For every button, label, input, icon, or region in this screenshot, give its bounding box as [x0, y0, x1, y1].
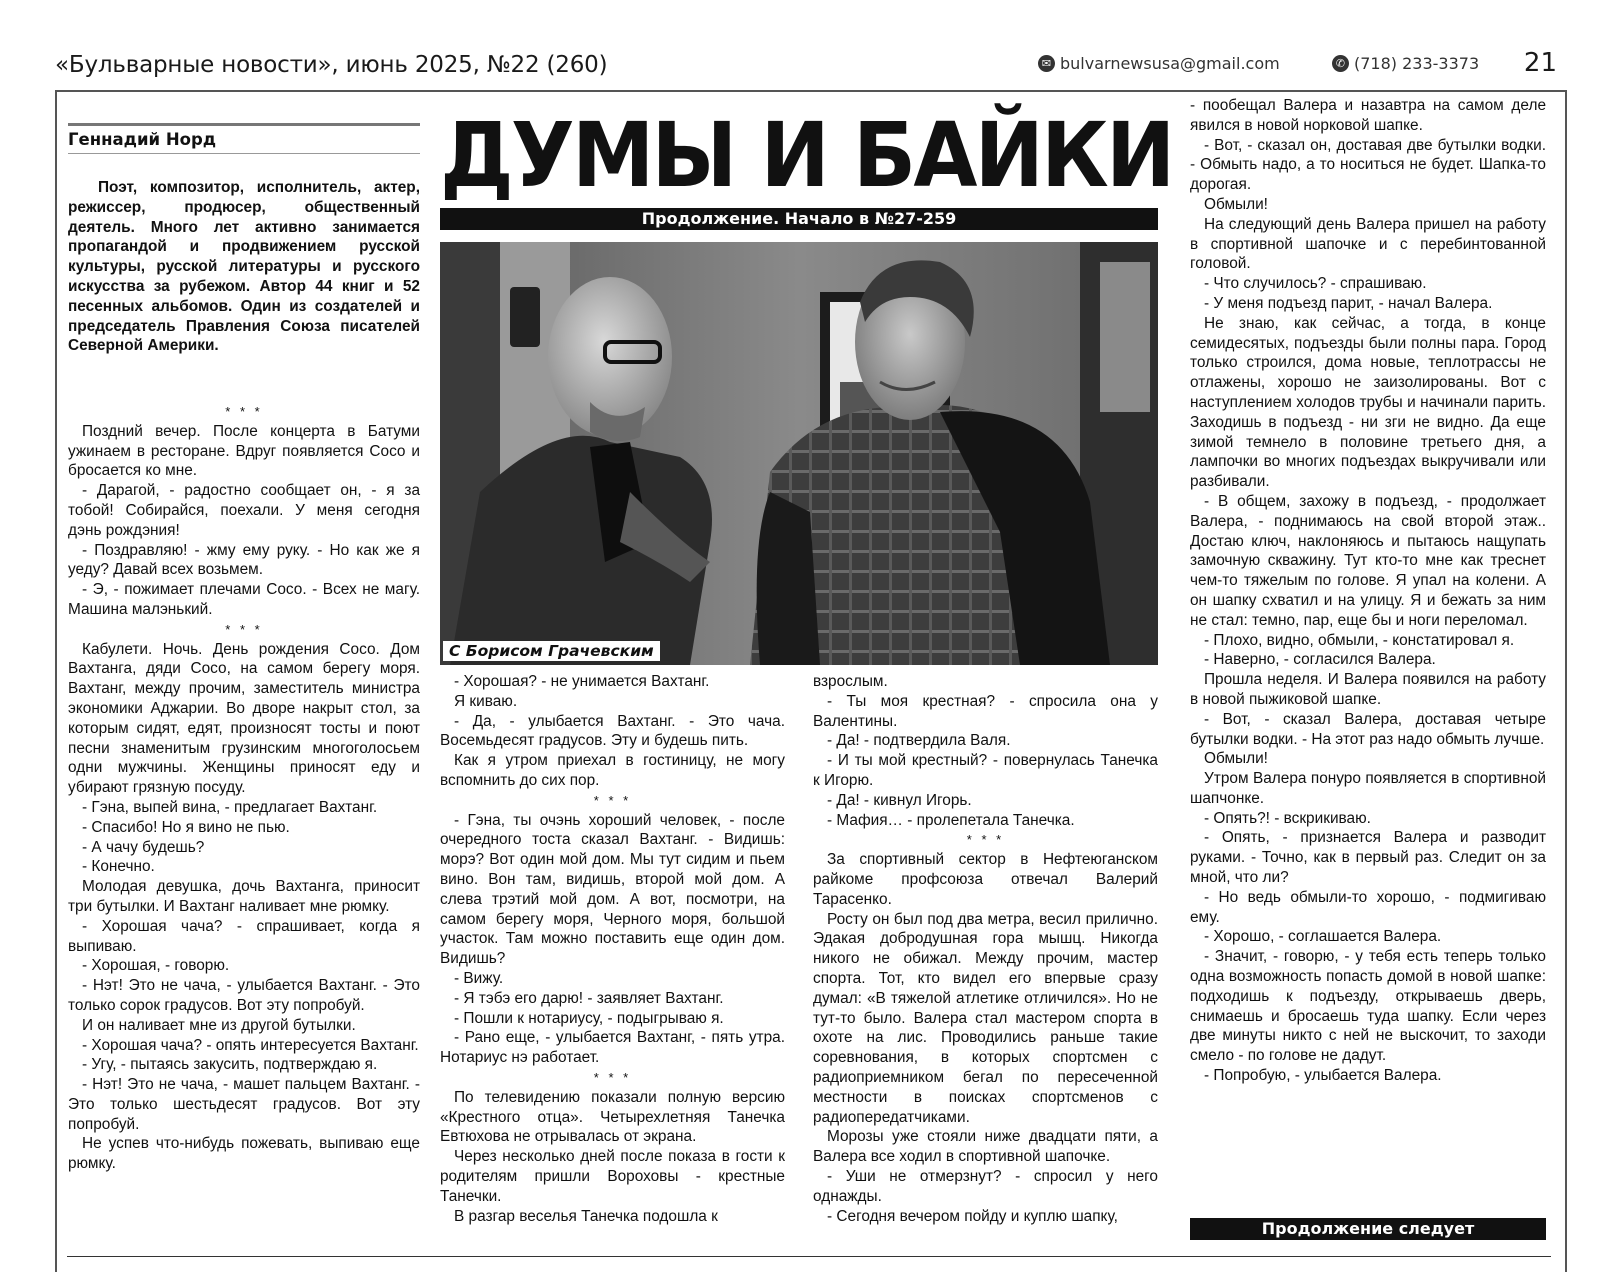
paragraph: На следующий день Валера пришел на работу в спортивной шапочке и с перебинтованной головой. [1190, 215, 1546, 273]
paragraph: - Я тэбэ его дарю! - заявляет Вахтанг. [454, 989, 724, 1007]
paragraph: Молодая девушка, дочь Вахтанга, приносит три бутылки. И Вахтанг наливает мне рюмку. [68, 878, 420, 915]
paragraph: - Уши не отмерзнут? - спросил у него однажды. [813, 1167, 1158, 1205]
author-bio [68, 178, 420, 356]
paragraph: - Пошли к нотариусу, - подыгрываю я. [454, 1009, 724, 1027]
page-number: 21 [1523, 48, 1557, 78]
paragraph: - Сегодня вечером пойду и куплю шапку, [827, 1207, 1118, 1225]
paragraph: - Хорошо, - соглашается Валера. [1204, 928, 1442, 946]
column-2 [440, 672, 785, 1226]
paragraph: - Угу, - пытаясь закусить, подтверждаю я. [82, 1056, 378, 1074]
paragraph: - Хорошая чача? - спрашивает, когда я выпиваю. [68, 917, 420, 955]
paragraph: - Попробую, - улыбается Валера. [1204, 1067, 1442, 1085]
paragraph: - Рано еще, - улыбается Вахтанг, - пять утра. Нотариус нэ работает. [440, 1029, 785, 1067]
paragraph: - Опять, - признается Валера и разводит руками. - Точно, как в первый раз. Следит он за мной, что ли? [1190, 829, 1546, 887]
separator-stars: * * * [593, 792, 632, 808]
email-contact [1038, 54, 1280, 73]
paragraph: - Хорошая? - не унимается Вахтанг. [454, 673, 710, 690]
phone-text: (718) 233-3373 [1354, 54, 1480, 73]
paragraph: - Э, - пожимает плечами Сосо. - Всех не магу. Машина малэнький. [68, 581, 420, 618]
paragraph: - Наверно, - согласился Валера. [1204, 651, 1436, 669]
paragraph: - Поздравляю! - жму ему руку. - Но как же я уеду? Давай всех возьмем. [68, 541, 420, 579]
mail-icon: ✉ [1038, 55, 1055, 72]
author-name: Геннадий Норд [68, 130, 217, 149]
phone-contact [1332, 54, 1479, 73]
paragraph: Поздний вечер. После концерта в Батуми ужинаем в ресторане. Вдруг появляется Сосо и бросается ко мне. [68, 422, 420, 480]
paragraph: - Но ведь обмыли-то хорошо, - подмигиваю ему. [1190, 888, 1546, 926]
paragraph: - Гэна, выпей вина, - предлагает Вахтанг. [82, 798, 378, 816]
paragraph: - Вот, - сказал он, доставая две бутылки водки. - Обмыть надо, а то носиться не будет. Шапка-то дорогая. [1190, 136, 1546, 194]
separator-stars: * * * [593, 1069, 632, 1085]
separator-stars: * * * [225, 404, 263, 419]
paragraph: - Да! - подтвердила Валя. [827, 732, 1011, 750]
column-1 [68, 402, 420, 1174]
paragraph: Утром Валера понуро появляется в спортивной шапчонке. [1190, 770, 1546, 807]
paragraph: Морозы уже стояли ниже двадцати пяти, а Валера все ходил в спортивной шапочке. [813, 1128, 1158, 1166]
paragraph: Обмыли! [1204, 750, 1268, 768]
paragraph: Обмыли! [1204, 195, 1268, 213]
separator-stars: * * * [966, 832, 1005, 848]
bottom-rule [67, 1256, 1551, 1257]
paragraph: - Опять?! - вскрикиваю. [1204, 809, 1371, 827]
paragraph: В разгар веселья Танечка подошла к [454, 1207, 718, 1225]
paragraph: - Да! - кивнул Игорь. [827, 791, 972, 809]
paragraph: - Спасибо! Но я вино не пью. [82, 818, 290, 836]
photo-caption: С Борисом Грачевским [443, 641, 660, 661]
paragraph: - Хорошая чача? - опять интересуется Вахтанг. [82, 1036, 419, 1054]
paragraph: - Мафия… - пролепетала Танечка. [827, 811, 1075, 829]
paragraph: И он наливает мне из другой бутылки. [82, 1016, 356, 1034]
paragraph: - А чачу будешь? [82, 838, 205, 856]
paragraph: Кабулети. Ночь. День рождения Сосо. Дом Вахтанга, дяди Сосо, на самом берегу моря. Вахтанг, между прочим, заместитель министра экономики Аджарии. Во дворе накрыт стол, за которым сидят, едят, произносят тосты и поют песни знаменитым грузинским многоголосьем одни мужчины. Женщины приносят еду и убирают грязную посуду. [68, 640, 420, 797]
paragraph: - Гэна, ты очэнь хороший человек, - после очередного тоста сказал Вахтанг. - Видишь: морэ? Вот один мой дом. Мы тут сидим и пьем вино. Вон там, видишь, второй мой дом. А слева трэтий мой дом. А вот, посмотри, на самом берегу моря, Черного моря, большой участок. Там можно поставить еще один дом. Видишь? [440, 811, 785, 968]
continued-bar: Продолжение следует [1190, 1218, 1546, 1240]
paragraph: Как я утром приехал в гостиницу, не могу вспомнить до сих пор. [440, 752, 785, 789]
paragraph: - Конечно. [82, 858, 155, 876]
paragraph: Через несколько дней после показа в гости к родителям пришли Вороховы - крестные Танечки. [440, 1148, 785, 1205]
paragraph: - И ты мой крестный? - повернулась Танечка к Игорю. [813, 752, 1158, 789]
paragraph: - Нэт! Это не чача, - улыбается Вахтанг. - Это только сорок градусов. Вот эту попробуй. [68, 977, 420, 1014]
paragraph: - Да, - улыбается Вахтанг. - Это чача. Восемьдесят градусов. Эту и будешь пить. [440, 712, 785, 750]
paragraph: - пообещал Валера и назавтра на самом деле явился в новой норковой шапке. [1190, 97, 1546, 134]
author-byline [68, 123, 420, 154]
email-text: bulvarnewsusa@gmail.com [1060, 54, 1280, 73]
paragraph: - В общем, захожу в подъезд, - продолжает Валера, - поднимаюсь на свой второй этаж.. Достаю ключ, наклоняюсь и пытаюсь нащупать замочную скважину. Тут кто-то мне как треснет чем-то тяжелым по голове. Я упал на колени. А он шапку схватил и на улицу. Я и бежать за ним не стал: темно, пар, еще бы и ноги переломал. [1190, 492, 1546, 629]
paragraph: - Нэт! Это не чача, - машет пальцем Вахтанг. - Это только шестьдесят градусов. Вот эту попробуй. [68, 1076, 420, 1133]
paragraph: Не успев что-нибудь пожевать, выпиваю еще рюмку. [68, 1135, 420, 1173]
paragraph: - Значит, - говорю, - у тебя есть теперь только одна возможность попасть домой в новой шапке: подходишь к подъезду, открываешь дверь, снимаешь и бросаешь туда шапку. Если через две минуты никто с ней не выскочит, то заходи смело - по голове не дадут. [1190, 948, 1546, 1065]
paragraph: - Вижу. [454, 969, 504, 987]
photo-illustration [440, 242, 1158, 665]
paragraph: За спортивный сектор в Нефтеюганском райкоме профсоюза отвечал Валерий Тарасенко. [813, 851, 1158, 908]
paragraph: - Вот, - сказал Валера, доставая четыре бутылки водки. - На этот раз надо обмыть лучше. [1190, 710, 1546, 748]
paragraph: взрослым. [813, 673, 888, 690]
continuation-bar: Продолжение. Начало в №27-259 [440, 208, 1158, 230]
paragraph: Я киваю. [454, 692, 518, 710]
headline: ДУМЫ И БАЙКИ [440, 103, 1173, 207]
column-4 [1190, 96, 1546, 1086]
phone-icon: ✆ [1332, 55, 1349, 72]
paragraph: Не знаю, как сейчас, а тогда, в конце семидесятых, подъезды были полны пара. Город только строился, дома новые, теплотрассы не отлажены, хорошо не заизолированы. Вот с наступлением холодов трубы и начинали парить. Заходишь в подъезд - ни зги не видно. Да еще зимой темнело в половине третьего дня, а лампочки во многих подъездах выкручивали или разбивали. [1190, 314, 1546, 491]
paragraph: - У меня подъезд парит, - начал Валера. [1204, 294, 1493, 312]
article-photo [440, 242, 1158, 665]
paragraph: Прошла неделя. И Валера появился на работу в новой пыжиковой шапке. [1190, 671, 1546, 708]
paragraph: - Дарагой, - радостно сообщает он, - я за тобой! Собирайся, поехали. У меня сегодня дэнь рождэния! [68, 482, 420, 539]
paragraph: - Хорошая, - говорю. [82, 957, 230, 975]
column-3 [813, 672, 1158, 1226]
paragraph: Росту он был под два метра, весил прилично. Эдакая добродушная гора мышц. Никогда никого не обижал. Между прочим, мастер спорта. Тот, кто видел его впервые сразу думал: «В тяжелой атлетике отличился». Но не тут-то было. Валера стал мастером спорта в охоте на лис. Проводились раньше такие соревнования, в которых спортсмен с радиоприемником бегал по пересеченной местности в поисках спортсменов с радиопередатчиками. [813, 910, 1158, 1126]
paragraph: - Что случилось? - спрашиваю. [1204, 275, 1427, 293]
separator-stars: * * * [225, 621, 263, 637]
author-bio-text: Поэт, композитор, исполнитель, актер, режиссер, продюсер, общественный деятель. Много лет активно занимается пропагандой и продвижением русской культуры, русской литературы и русского искусства за рубежом. Автор 44 книг и 52 песенных альбомов. Один из создателей и председатель Правления Союза писателей Северной Америки. [68, 179, 420, 355]
paragraph: По телевидению показали полную версию «Крестного отца». Четырехлетняя Танечка Евтюхова не отрывалась от экрана. [440, 1088, 785, 1146]
paragraph: - Ты моя крестная? - спросила она у Валентины. [813, 692, 1158, 730]
paragraph: - Плохо, видно, обмыли, - констатировал я. [1204, 631, 1515, 649]
masthead: «Бульварные новости», июнь 2025, №22 (260) [55, 52, 608, 78]
